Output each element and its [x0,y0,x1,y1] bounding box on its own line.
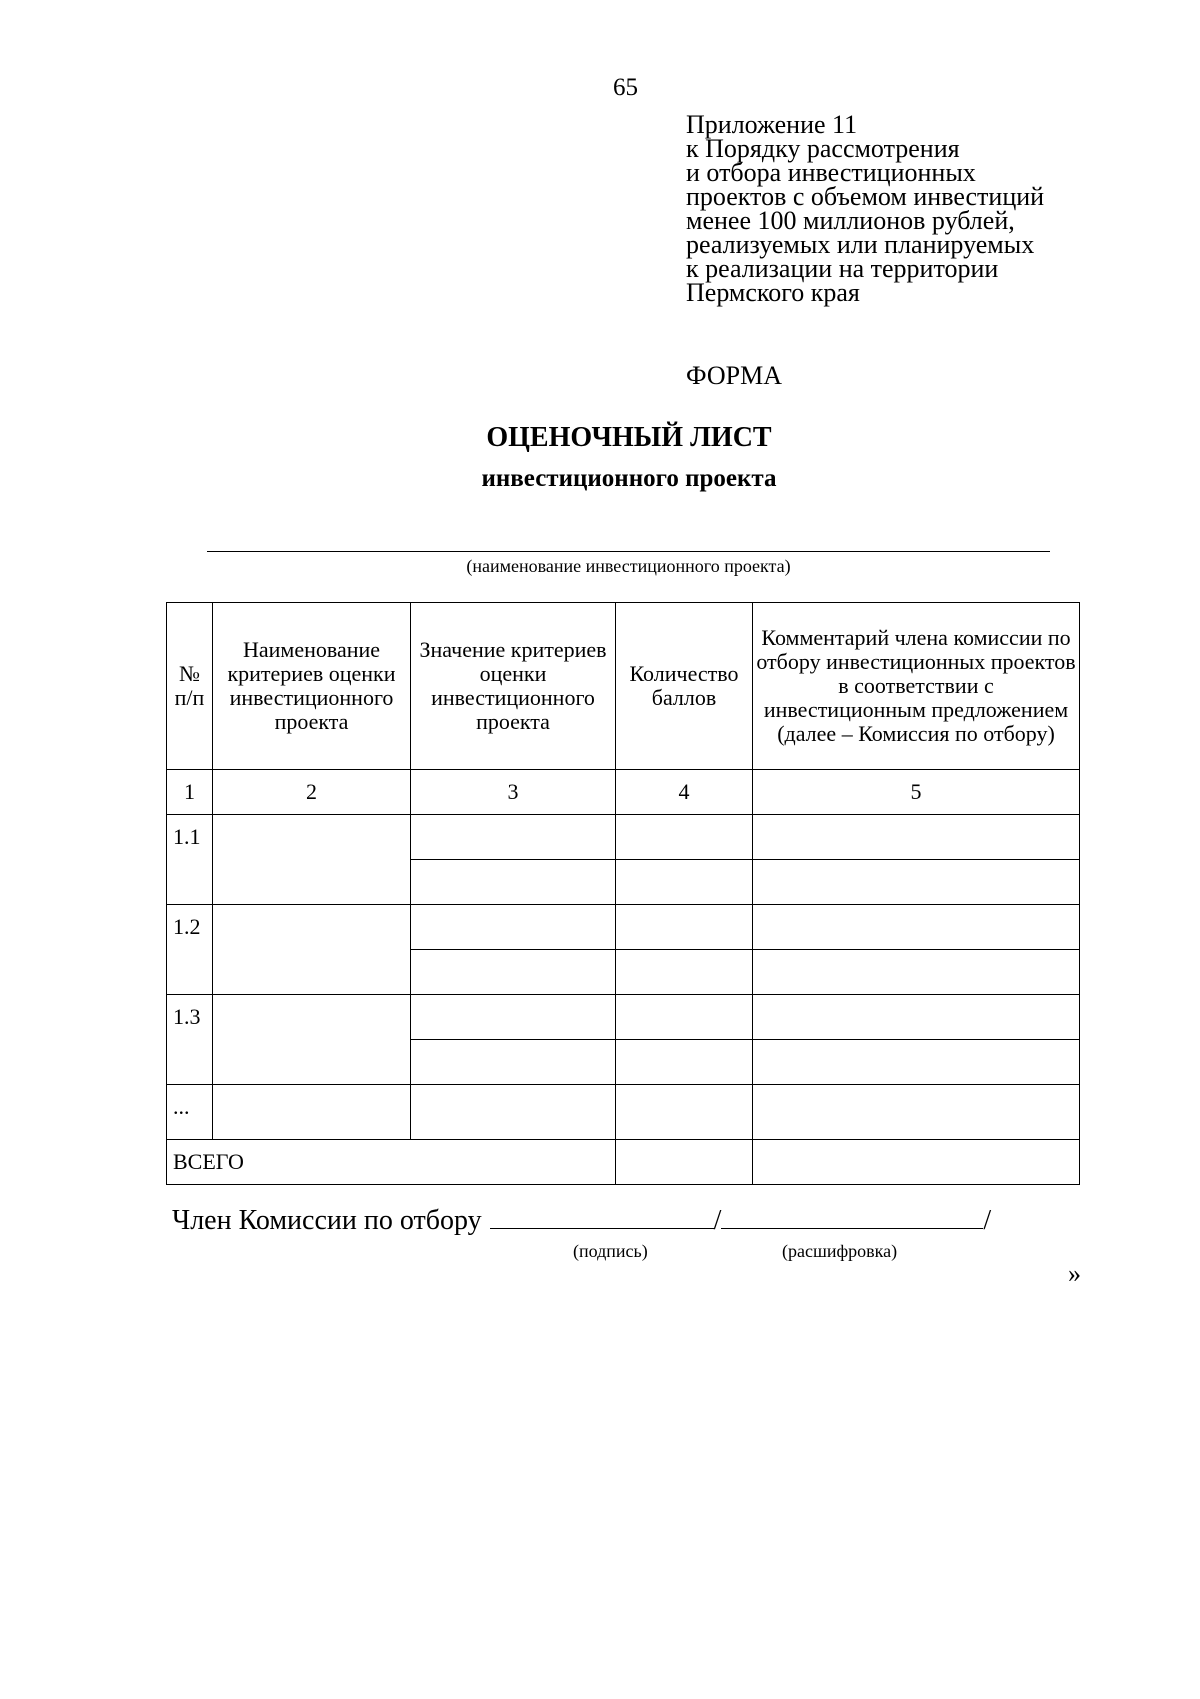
comment-cell [753,860,1080,905]
signature-caption: (подпись) [573,1241,648,1261]
header-number: № п/п [167,603,213,770]
column-number: 5 [753,770,1080,815]
comment-cell [753,905,1080,950]
appendix-line: менее 100 миллионов рублей, [686,206,1015,235]
criteria-name-cell [213,815,411,905]
criteria-value-cell [411,1085,616,1140]
score-cell [616,815,753,860]
score-cell [616,905,753,950]
header-criteria-name: Наименование критериев оценки инвестиционного проекта [213,603,411,770]
row-label: ... [167,1085,213,1140]
criteria-value-cell [411,905,616,950]
criteria-value-cell [411,815,616,860]
total-row [167,1140,1080,1185]
table-row [167,815,1080,860]
comment-cell [753,815,1080,860]
total-score-cell [616,1140,753,1185]
criteria-name-cell [213,905,411,995]
appendix-line: к Порядку рассмотрения [686,134,960,163]
evaluation-table [166,602,1080,1185]
comment-cell [753,1085,1080,1140]
criteria-name-cell [213,995,411,1085]
column-number: 3 [411,770,616,815]
column-number-row [167,770,1080,815]
comment-cell [753,995,1080,1040]
project-name-line [207,551,1050,552]
signature-separator: / [713,1205,722,1236]
signature-line [172,1204,991,1237]
header-criteria-value: Значение критериев оценки инвестиционного проекта [411,603,616,770]
score-cell [616,1085,753,1140]
signature-label: Член Комиссии по отбору [172,1205,482,1236]
form-label: ФОРМА [686,361,782,390]
signature-end-mark: / [983,1205,992,1236]
document-title: ОЦЕНОЧНЫЙ ЛИСТ [486,422,772,453]
comment-cell [753,950,1080,995]
appendix-line: Приложение 11 [686,110,858,139]
criteria-value-cell [411,995,616,1040]
signature-blank [490,1204,714,1229]
criteria-value-cell [411,860,616,905]
column-number: 4 [616,770,753,815]
table-header-row [167,603,1080,770]
appendix-line: и отбора инвестиционных [686,158,976,187]
criteria-value-cell [411,1040,616,1085]
document-subtitle: инвестиционного проекта [481,465,777,492]
column-number: 2 [213,770,411,815]
page-number: 65 [613,74,638,101]
appendix-line: к реализации на территории [686,254,999,283]
decoding-caption: (расшифровка) [782,1241,898,1261]
score-cell [616,1040,753,1085]
score-cell [616,950,753,995]
total-label: ВСЕГО [167,1140,616,1185]
decoding-blank [721,1204,983,1229]
criteria-name-cell [213,1085,411,1140]
appendix-line: проектов с объемом инвестиций [686,182,1045,211]
comment-cell [753,1040,1080,1085]
table-row [167,905,1080,950]
appendix-line: Пермского края [686,278,860,307]
header-comment: Комментарий члена комиссии по отбору инвестиционных проектов в соответствии с инвестиционным предложением (далее – Комиссия по отбору) [753,603,1080,770]
row-label: 1.3 [167,995,213,1085]
score-cell [616,995,753,1040]
closing-quote: » [1068,1259,1081,1288]
appendix-line: реализуемых или планируемых [686,230,1035,259]
total-comment-cell [753,1140,1080,1185]
table-row [167,995,1080,1040]
header-score: Количество баллов [616,603,753,770]
project-name-caption: (наименование инвестиционного проекта) [466,556,791,576]
row-label: 1.2 [167,905,213,995]
appendix-block [686,110,1086,307]
score-cell [616,860,753,905]
table-row [167,1085,1080,1140]
criteria-value-cell [411,950,616,995]
column-number: 1 [167,770,213,815]
row-label: 1.1 [167,815,213,905]
